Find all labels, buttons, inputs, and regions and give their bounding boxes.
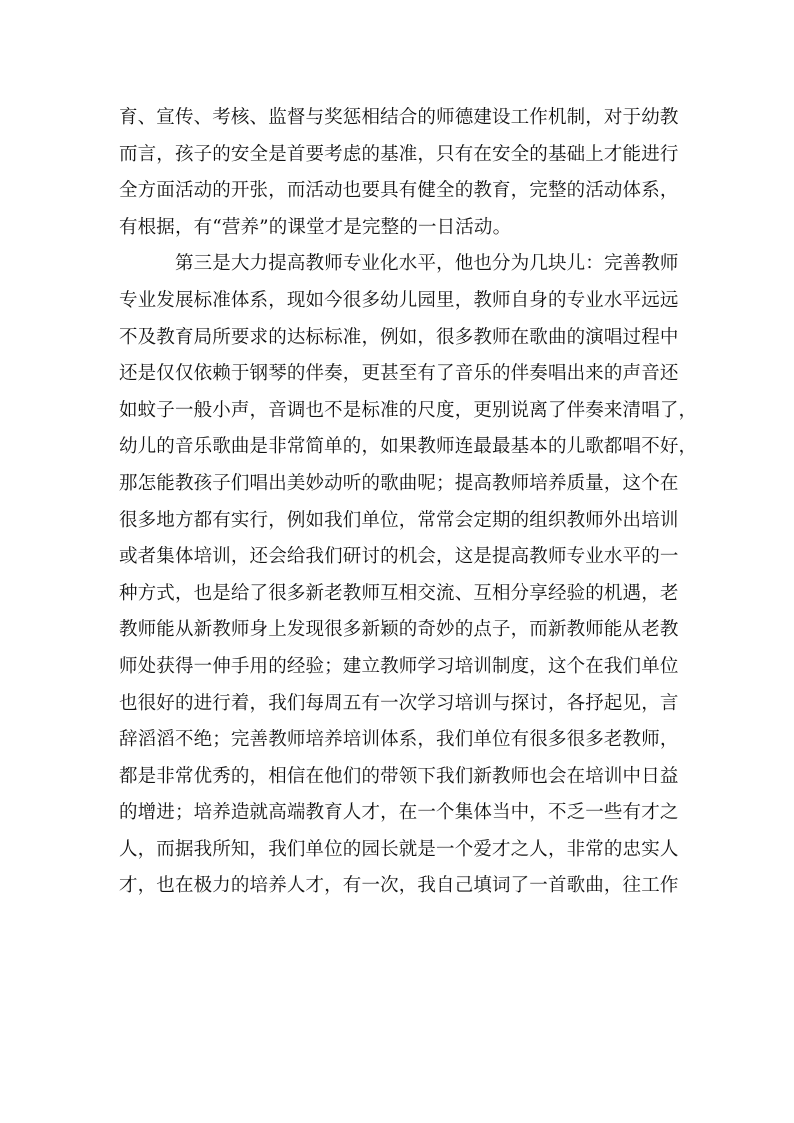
paragraph-2-line-16: 的增进；培养造就高端教育人才，在一个集体当中，不乏一些有才之 xyxy=(119,802,679,824)
paragraph-2-line-13: 也很好的进行着，我们每周五有一次学习培训与探讨，各抒起见，言 xyxy=(119,692,679,714)
paragraph-2-line-4: 还是仅仅依赖于钢琴的伴奏，更甚至有了音乐的伴奏唱出来的声音还 xyxy=(119,363,679,385)
paragraph-1-line-3: 全方面活动的开张，而活动也要具有健全的教育，完整的活动体系， xyxy=(119,180,679,202)
paragraph-2-line-15: 都是非常优秀的，相信在他们的带领下我们新教师也会在培训中日益 xyxy=(119,765,679,787)
paragraph-2-line-9: 或者集体培训，还会给我们研讨的机会，这是提高教师专业水平的一 xyxy=(119,546,679,568)
paragraph-2-line-1: 第三是大力提高教师专业化水平，他也分为几块儿：完善教师 xyxy=(175,253,679,275)
paragraph-1-line-4: 有根据，有“营养”的课堂才是完整的一日活动。 xyxy=(119,216,512,238)
paragraph-2-line-8: 很多地方都有实行，例如我们单位，常常会定期的组织教师外出培训 xyxy=(119,509,679,531)
document-body xyxy=(119,100,698,905)
paragraph-2-line-18: 才，也在极力的培养人才，有一次，我自己填词了一首歌曲，往工作 xyxy=(119,875,679,897)
paragraph-2-line-7: 那怎能教孩子们唱出美妙动听的歌曲呢；提高教师培养质量，这个在 xyxy=(119,472,679,494)
paragraph-1-line-2: 而言，孩子的安全是首要考虑的基准，只有在安全的基础上才能进行 xyxy=(119,143,679,165)
paragraph-2-line-5: 如蚊子一般小声，音调也不是标准的尺度，更别说离了伴奏来清唱了， xyxy=(119,399,698,421)
paragraph-2-line-11: 教师能从新教师身上发现很多新颖的奇妙的点子，而新教师能从老教 xyxy=(119,619,679,641)
paragraph-2-line-3: 不及教育局所要求的达标标准，例如，很多教师在歌曲的演唱过程中 xyxy=(119,326,679,348)
paragraph-2-line-6: 幼儿的音乐歌曲是非常简单的，如果教师连最最基本的儿歌都唱不好， xyxy=(119,436,698,458)
paragraph-2-line-10: 种方式，也是给了很多新老教师互相交流、互相分享经验的机遇，老 xyxy=(119,582,679,604)
paragraph-2-line-14: 辞滔滔不绝；完善教师培养培训体系，我们单位有很多很多老教师， xyxy=(119,729,679,751)
paragraph-2-line-12: 师处获得一伸手用的经验；建立教师学习培训制度，这个在我们单位 xyxy=(119,655,679,677)
paragraph-2-line-17: 人，而据我所知，我们单位的园长就是一个爱才之人，非常的忠实人 xyxy=(119,838,679,860)
paragraph-1-line-1: 育、宣传、考核、监督与奖惩相结合的师德建设工作机制，对于幼教 xyxy=(119,107,679,128)
paragraph-2-line-2: 专业发展标准体系，现如今很多幼儿园里，教师自身的专业水平远远 xyxy=(119,289,679,311)
